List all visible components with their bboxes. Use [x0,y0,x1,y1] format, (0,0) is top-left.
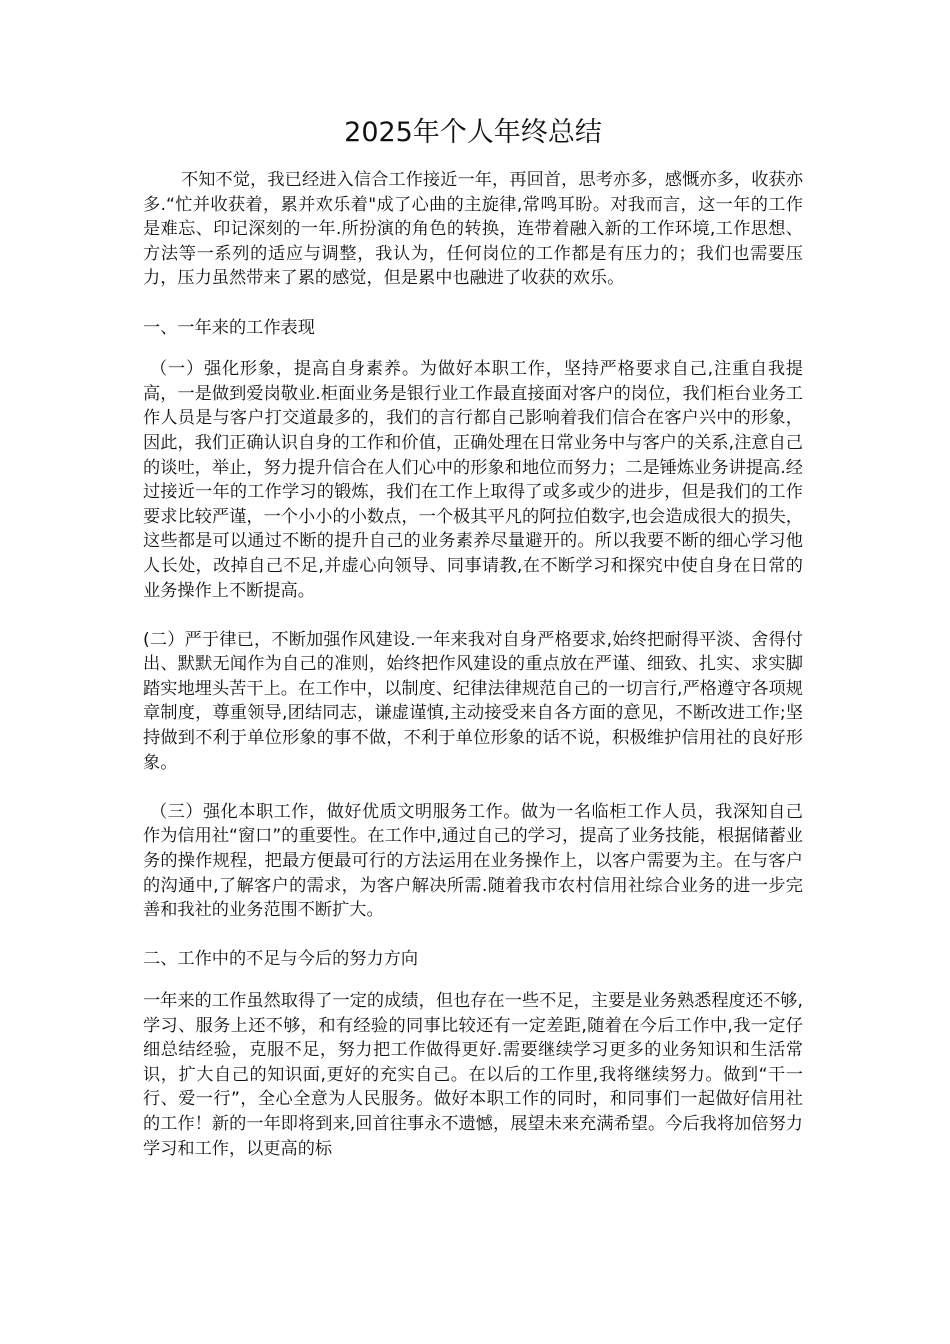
intro-paragraph: 不知不觉，我已经进入信合工作接近一年，再回首，思考亦多，感慨亦多，收获亦多.“忙并收获着，累并欢乐着"成了心曲的主旋律,常鸣耳盼。对我而言，这一年的工作是难忘、印记深刻的一年.所扮演的角色的转换，连带着融入新的工作环境,工作思想、方法等一系列的适应与调整，我认为，任何岗位的工作都是有压力的；我们也需要压力，压力虽然带来了累的感觉，但是累中也融进了收获的欢乐。 [143,170,803,289]
document-body [143,168,803,1186]
document-title: 2025年个人年终总结 [344,117,602,148]
section-heading-performance: 一、一年来的工作表现 [143,317,315,338]
paragraph-image-improvement: （一）强化形象，提高自身素养。为做好本职工作，坚持严格要求自己,注重自我提高，一是做到爱岗敬业.柜面业务是银行业工作最直接面对客户的岗位，我们柜台业务工作人员是与客户打交道最多的，我们的言行都自己影响着我们信合在客户兴中的形象，因此，我们正确认识自身的工作和价值，正确处理在日常业务中与客户的关系,注意自己的谈吐，举止，努力提升信合在人们心中的形象和地位而努力；二是锤炼业务讲提高.经过接近一年的工作学习的锻炼，我们在工作上取得了或多或少的进步，但是我们的工作要求比较严谨，一个小小的小数点，一个极其平凡的阿拉伯数字,也会造成很大的损失，这些都是可以通过不断的提升自己的业务素养尽量避开的。所以我要不断的细心学习他人长处，改掉自己不足,并虚心向领导、同事请教,在不断学习和探究中使自身在日常的业务操作上不断提高。 [143,359,803,601]
paragraph-future-direction: 一年来的工作虽然取得了一定的成绩，但也存在一些不足，主要是业务熟悉程度还不够,学习、服务上还不够，和有经验的同事比较还有一定差距,随着在今后工作中,我一定仔细总结经验，克服不足，努力把工作做得更好.需要继续学习更多的业务知识和生活常识，扩大自己的知识面,更好的充实自己。在以后的工作里,我将继续努力。做到“干一行、爱一行”，全心全意为人民服务。做好本职工作的同时，和同事们一起做好信用社的工作！新的一年即将到来,回首往事永不遗憾，展望未来充满希望。今后我将加倍努力学习和工作，以更高的标 [143,991,803,1159]
section-heading-shortcomings: 二、工作中的不足与今后的努力方向 [143,949,419,970]
paragraph-service-work: （三）强化本职工作，做好优质文明服务工作。做为一名临柜工作人员，我深知自己作为信用社“窗口”的重要性。在工作中,通过自己的学习，提高了业务技能，根据储蓄业务的操作规程，把最方便最可行的方法运用在业务操作上，以客户需要为主。在与客户的沟通中,了解客户的需求，为客户解决所需.随着我市农村信用社综合业务的进一步完善和我社的业务范围不断扩大。 [143,801,803,921]
paragraph-work-style: (二）严于律已，不断加强作风建设.一年来我对自身严格要求,始终把耐得平淡、舍得付出、默默无闻作为自己的准则，始终把作风建设的重点放在严谨、细致、扎实、求实脚踏实地埋头苦干上。在工作中，以制度、纪律法律规范自己的一切言行,严格遵守各项规章制度，尊重领导,团结同志，谦虚谨慎,主动接受来自各方面的意见，不断改进工作;坚持做到不利于单位形象的事不做，不利于单位形象的话不说，积极维护信用社的良好形象。 [143,629,803,773]
